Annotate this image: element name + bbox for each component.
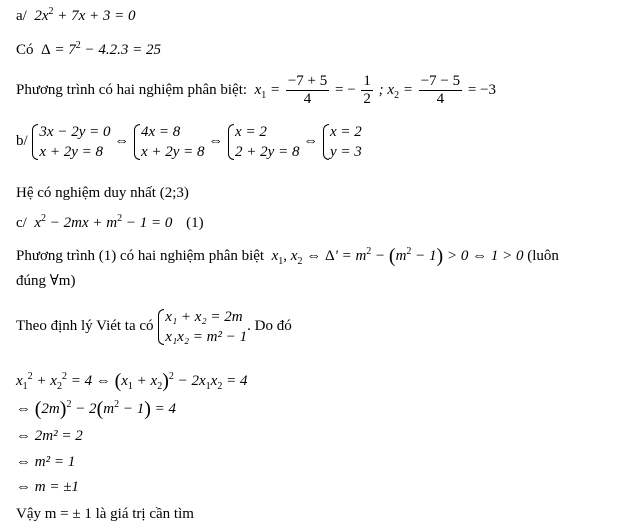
equation-c: $x^2 - 2mx + m^2 - 1 = 0$: [30, 213, 173, 231]
line-substitute: ⇔ $(2m)^2 - 2(m^2 - 1) = 4$: [16, 398, 176, 420]
viet-system: x₁ + x₂ = 2m x₁x₂ = m² − 1: [157, 307, 247, 347]
line-step-3: ⇔ m = ±1: [16, 479, 79, 495]
line-condition: [16, 247, 559, 265]
system-2: 4x = 8 x + 2y = 8: [133, 122, 205, 162]
condition-formula: $x_1$, $x_2$ ⇔ $\Delta' = m^2 - (m^2 - 1) > 0$ ⇔ 1 > 0: [267, 245, 524, 267]
condition-tail: (luôn: [527, 248, 559, 264]
equation-a: $2x^2 + 7x + 3 = 0$: [30, 6, 136, 24]
system-1: 3x − 2y = 0 x + 2y = 8: [31, 122, 110, 162]
always-true-text: đúng ∀m): [16, 273, 76, 289]
viet-intro: Theo định lý Viét ta có: [16, 318, 154, 334]
viet-tail: . Do đó: [247, 318, 292, 334]
root-x1-value: $\frac{1}{2}$: [363, 73, 371, 108]
part-b-label: b/: [16, 133, 28, 149]
line-system-b: b/ 3x − 2y = 0 x + 2y = 8 ⇔ 4x = 8 x + 2y = 8 ⇔ x = 2 2 + 2y = 8 ⇔ x = 2 y = 3: [16, 123, 362, 160]
condition-intro: Phương trình (1) có hai nghiệm phân biệt: [16, 248, 265, 264]
line-sum-squares: $x_1^2 + x_2^2 = 4$ ⇔ $(x_1 + x_2)^2 - 2x_1x_2 = 4$: [16, 370, 248, 392]
line-always: [16, 272, 75, 290]
root-x1-fraction: $\frac{-7 + 5}{4}$: [287, 73, 328, 108]
part-c-label: c/: [16, 215, 27, 231]
equation-c-tag: (1): [186, 215, 204, 231]
system-4: x = 2 y = 3: [322, 122, 362, 162]
line-conclusion: [16, 505, 194, 523]
conclusion-text: Vậy m = ± 1 là giá trị cần tìm: [16, 506, 194, 522]
line-roots: [16, 72, 496, 108]
root-x2-fraction: $\frac{-7 - 5}{4}$: [420, 73, 461, 108]
line-viet: [16, 304, 292, 348]
line-delta: [16, 41, 161, 59]
line-a: [16, 7, 136, 25]
system-3: x = 2 2 + 2y = 8: [227, 122, 299, 162]
system-solution-text: Hệ có nghiệm duy nhất (2;3): [16, 185, 189, 201]
root-x2-value: = −3: [467, 82, 497, 98]
part-a-label: a/: [16, 8, 27, 24]
line-system-solution: [16, 184, 189, 202]
line-c: [16, 214, 204, 232]
root-x2-label: ; $x_2$ =: [378, 82, 413, 101]
delta-formula: $\Delta = 7^2 - 4.2.3 = 25$: [41, 40, 162, 58]
delta-intro: Có: [16, 42, 34, 58]
roots-intro: Phương trình có hai nghiệm phân biệt:: [16, 82, 248, 98]
root-x1-label: $x_1$ =: [250, 82, 281, 101]
root-x1-eq: = −: [335, 82, 356, 98]
line-step-1: ⇔ 2m² = 2: [16, 428, 83, 444]
line-step-2: ⇔ m² = 1: [16, 454, 76, 470]
